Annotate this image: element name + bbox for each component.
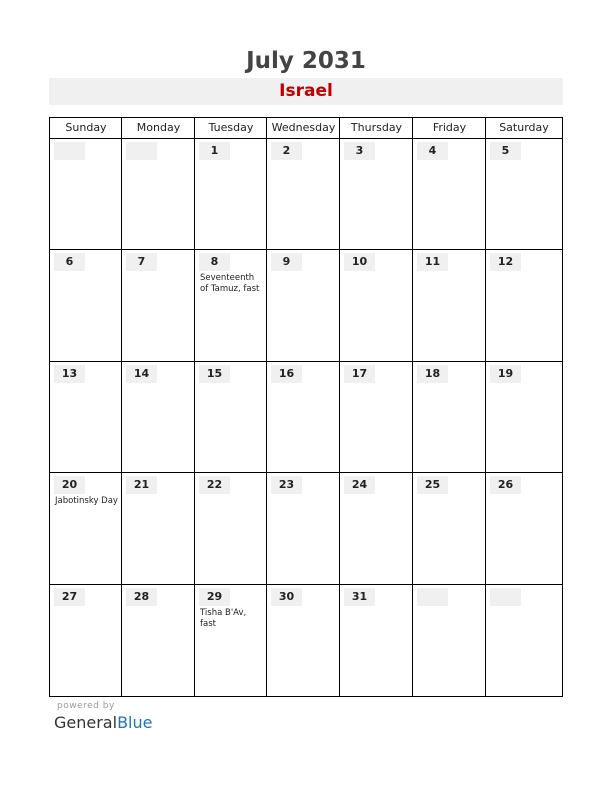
day-cell-4[interactable] [413, 139, 486, 249]
weekday-friday: Friday [432, 121, 467, 134]
day-cell-28[interactable] [122, 585, 195, 695]
day-number: 31 [344, 588, 375, 606]
generalblue-logo[interactable] [54, 713, 152, 733]
day-cell-19[interactable] [486, 362, 562, 472]
weekday-thursday: Thursday [350, 121, 403, 134]
day-cell-1[interactable] [195, 139, 267, 249]
day-number: 17 [344, 365, 375, 383]
empty-day-cell[interactable] [486, 585, 562, 695]
day-cell-21[interactable] [122, 473, 195, 583]
day-number: 19 [490, 365, 521, 383]
day-number [126, 142, 157, 160]
day-number: 9 [271, 253, 302, 271]
brand-general: General [54, 713, 118, 732]
day-cell-17[interactable] [340, 362, 413, 472]
day-number: 6 [54, 253, 85, 271]
day-cell-6[interactable] [50, 250, 122, 360]
day-number: 21 [126, 476, 157, 494]
day-number: 26 [490, 476, 521, 494]
day-number: 2 [271, 142, 302, 160]
day-cell-12[interactable] [486, 250, 562, 360]
day-cell-10[interactable] [340, 250, 413, 360]
day-cell-15[interactable] [195, 362, 267, 472]
day-number: 23 [271, 476, 302, 494]
day-cell-20[interactable] [50, 473, 122, 583]
empty-day-cell[interactable] [50, 139, 122, 249]
day-number: 25 [417, 476, 448, 494]
day-cell-16[interactable] [267, 362, 340, 472]
day-number: 24 [344, 476, 375, 494]
holiday-label: Jabotinsky Day [55, 496, 118, 506]
day-cell-14[interactable] [122, 362, 195, 472]
day-number: 8 [199, 253, 230, 271]
calendar-grid [49, 117, 563, 697]
weekday-tuesday: Tuesday [208, 121, 254, 134]
day-cell-13[interactable] [50, 362, 122, 472]
day-cell-5[interactable] [486, 139, 562, 249]
day-cell-11[interactable] [413, 250, 486, 360]
empty-day-cell[interactable] [413, 585, 486, 695]
day-number: 1 [199, 142, 230, 160]
country-name: Israel [279, 81, 333, 101]
holiday-label: Tisha B'Av, fast [200, 608, 247, 629]
day-number: 15 [199, 365, 230, 383]
day-number: 28 [126, 588, 157, 606]
day-cell-8[interactable] [195, 250, 267, 360]
day-cell-24[interactable] [340, 473, 413, 583]
day-number: 11 [417, 253, 448, 271]
day-cell-3[interactable] [340, 139, 413, 249]
day-number: 12 [490, 253, 521, 271]
day-cell-25[interactable] [413, 473, 486, 583]
day-number: 3 [344, 142, 375, 160]
day-cell-27[interactable] [50, 585, 122, 695]
weekday-saturday: Saturday [499, 121, 549, 134]
day-cell-30[interactable] [267, 585, 340, 695]
day-number: 13 [54, 365, 85, 383]
day-number [490, 588, 521, 606]
day-cell-26[interactable] [486, 473, 562, 583]
brand-blue: Blue [117, 713, 153, 732]
weekday-monday: Monday [136, 121, 181, 134]
weekday-sunday: Sunday [65, 121, 107, 134]
empty-day-cell[interactable] [122, 139, 195, 249]
powered-by-text: powered by [57, 701, 115, 711]
day-number: 22 [199, 476, 230, 494]
day-number: 14 [126, 365, 157, 383]
day-number: 20 [54, 476, 85, 494]
day-number: 18 [417, 365, 448, 383]
day-cell-22[interactable] [195, 473, 267, 583]
day-cell-2[interactable] [267, 139, 340, 249]
day-cell-29[interactable] [195, 585, 267, 695]
weekday-wednesday: Wednesday [271, 121, 336, 134]
day-number [54, 142, 85, 160]
country-banner [49, 78, 563, 105]
day-number: 10 [344, 253, 375, 271]
day-number: 4 [417, 142, 448, 160]
page-title: July 2031 [246, 48, 366, 74]
day-number: 27 [54, 588, 85, 606]
day-number: 30 [271, 588, 302, 606]
day-cell-23[interactable] [267, 473, 340, 583]
day-cell-31[interactable] [340, 585, 413, 695]
holiday-label: Seventeenth of Tamuz, fast [200, 273, 260, 294]
day-number [417, 588, 448, 606]
day-cell-18[interactable] [413, 362, 486, 472]
day-cell-7[interactable] [122, 250, 195, 360]
day-number: 7 [126, 253, 157, 271]
day-number: 29 [199, 588, 230, 606]
day-number: 5 [490, 142, 521, 160]
day-cell-9[interactable] [267, 250, 340, 360]
day-number: 16 [271, 365, 302, 383]
